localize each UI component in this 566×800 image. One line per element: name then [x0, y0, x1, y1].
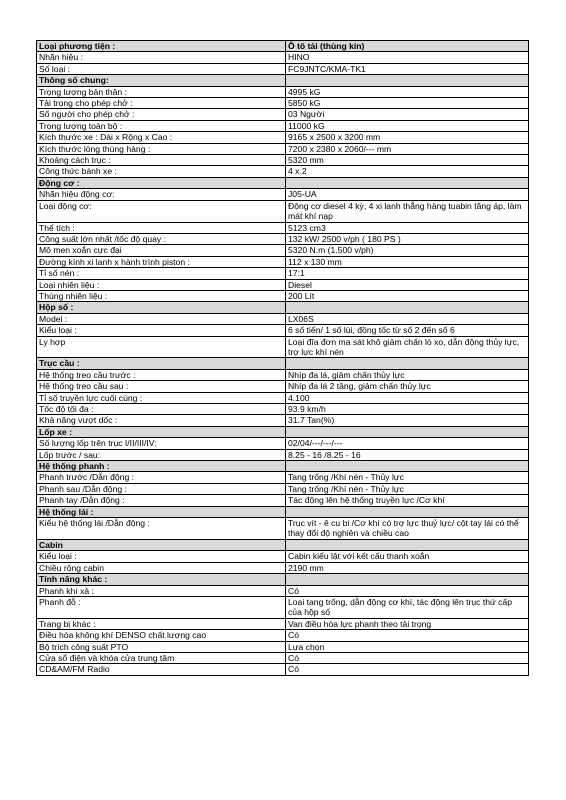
spec-value: J05-UA: [286, 189, 529, 200]
spec-label: Cửa sổ điện và khóa cửa trung tâm: [37, 652, 286, 663]
spec-value: 4.100: [286, 392, 529, 403]
spec-label: Khoảng cách trục :: [37, 155, 286, 166]
spec-value: 132 kW/ 2500 v/ph ( 180 PS ): [286, 233, 529, 244]
section-header-row: [37, 358, 529, 369]
spec-value: Có: [286, 585, 529, 596]
spec-label: Số lượng lốp trên trục I/II/III/IV:: [37, 438, 286, 449]
section-empty-cell: [286, 75, 529, 86]
table-row: [37, 438, 529, 449]
table-row: [37, 392, 529, 403]
spec-value: Loại tang trống, dẫn động cơ khí, tác động lên trục thứ cấp của hộp số: [286, 596, 529, 618]
section-title: Trục cầu :: [37, 358, 286, 369]
spec-value: FC9JNTC/KMA-TK1: [286, 63, 529, 74]
vehicle-spec-table: [36, 40, 529, 676]
section-empty-cell: [286, 302, 529, 313]
spec-label: Phanh khí xả :: [37, 585, 286, 596]
table-row: [37, 369, 529, 380]
spec-value: 02/04/---/---/---: [286, 438, 529, 449]
spec-value: 4995 kG: [286, 86, 529, 97]
table-row: [37, 551, 529, 562]
section-empty-cell: [286, 177, 529, 188]
spec-value: 5320 N.m (1.500 v/ph): [286, 245, 529, 256]
table-row: [37, 618, 529, 629]
table-row: [37, 404, 529, 415]
spec-label: Trọng lượng toàn bộ :: [37, 120, 286, 131]
spec-value: Cabin kiểu lật với kết cấu thanh xoắn: [286, 551, 529, 562]
spec-label: Model :: [37, 313, 286, 324]
table-row: [37, 200, 529, 222]
table-row: [37, 495, 529, 506]
table-row: [37, 268, 529, 279]
spec-value: 4 x 2: [286, 166, 529, 177]
table-row: [37, 652, 529, 663]
spec-label: Số người cho phép chở :: [37, 109, 286, 120]
table-row: [37, 585, 529, 596]
section-header-row: [37, 574, 529, 585]
spec-value: 2190 mm: [286, 562, 529, 573]
spec-value: 5850 kG: [286, 98, 529, 109]
spec-label: Trọng lượng bản thân :: [37, 86, 286, 97]
section-empty-cell: [286, 426, 529, 437]
section-title: Loại phương tiện :: [37, 41, 286, 52]
spec-label: Bộ trích công suất PTO: [37, 641, 286, 652]
spec-label: Tỉ số truyền lực cuối cùng :: [37, 392, 286, 403]
table-row: [37, 109, 529, 120]
spec-value: 8.25 - 16 /8.25 - 16: [286, 449, 529, 460]
spec-label: Phanh trước /Dẫn động :: [37, 472, 286, 483]
spec-label: Công suất lớn nhất /tốc độ quay :: [37, 233, 286, 244]
spec-value: HINO: [286, 52, 529, 63]
spec-label: Lốp trước / sau:: [37, 449, 286, 460]
table-row: [37, 518, 529, 540]
spec-value: 200 Lít: [286, 290, 529, 301]
table-row: [37, 290, 529, 301]
spec-label: Kiểu hệ thống lái /Dẫn động :: [37, 518, 286, 540]
spec-table-body: [37, 41, 529, 676]
section-header-row: [37, 75, 529, 86]
section-header-row: [37, 426, 529, 437]
section-empty-cell: [286, 539, 529, 550]
table-row: [37, 245, 529, 256]
spec-label: Phanh sau /Dẫn động :: [37, 483, 286, 494]
table-row: [37, 155, 529, 166]
section-header-row: [37, 461, 529, 472]
table-row: [37, 279, 529, 290]
section-header-row: [37, 177, 529, 188]
spec-value: Tang trống /Khí nén - Thủy lực: [286, 472, 529, 483]
spec-label: Hệ thống treo cầu sau :: [37, 381, 286, 392]
spec-value: 5320 mm: [286, 155, 529, 166]
section-title: Lốp xe :: [37, 426, 286, 437]
spec-label: Chiều rộng cabin: [37, 562, 286, 573]
table-row: [37, 63, 529, 74]
table-row: [37, 256, 529, 267]
section-empty-cell: [286, 358, 529, 369]
spec-value: 5123 cm3: [286, 222, 529, 233]
spec-value: Tang trống /Khí nén - Thủy lực: [286, 483, 529, 494]
table-row: [37, 313, 529, 324]
spec-label: Tỉ số nén :: [37, 268, 286, 279]
table-row: [37, 415, 529, 426]
table-row: [37, 222, 529, 233]
table-row: [37, 132, 529, 143]
spec-label: Đường kính xi lanh x hành trình piston :: [37, 256, 286, 267]
spec-label: Phanh tay /Dẫn động :: [37, 495, 286, 506]
spec-value: Tác động lên hệ thống truyền lực /Cơ khí: [286, 495, 529, 506]
spec-value: 93.9 km/h: [286, 404, 529, 415]
spec-label: Kiểu loại :: [37, 551, 286, 562]
table-row: [37, 233, 529, 244]
table-row: [37, 381, 529, 392]
table-row: [37, 86, 529, 97]
section-title: Tính năng khác :: [37, 574, 286, 585]
spec-label: Thùng nhiên liệu :: [37, 290, 286, 301]
section-empty-cell: [286, 506, 529, 517]
spec-label: Nhãn hiệu động cơ:: [37, 189, 286, 200]
table-row: [37, 483, 529, 494]
section-empty-cell: [286, 574, 529, 585]
spec-label: Loại động cơ:: [37, 200, 286, 222]
table-row: [37, 52, 529, 63]
spec-value: 9165 x 2500 x 3200 mm: [286, 132, 529, 143]
spec-label: Loại nhiên liệu :: [37, 279, 286, 290]
spec-value: Có: [286, 630, 529, 641]
spec-value: 6 số tiến/ 1 số lùi, đồng tốc từ số 2 đến số 6: [286, 325, 529, 336]
table-row: [37, 336, 529, 358]
spec-value: Nhíp đa lá 2 tầng, giảm chấn thủy lực: [286, 381, 529, 392]
table-row: [37, 664, 529, 675]
spec-label: Tốc độ tối đa :: [37, 404, 286, 415]
table-header-row: [37, 41, 529, 52]
spec-label: Nhãn hiệu :: [37, 52, 286, 63]
table-row: [37, 325, 529, 336]
section-title: Cabin: [37, 539, 286, 550]
spec-label: Phanh đỗ :: [37, 596, 286, 618]
spec-label: Kích thước xe : Dài x Rộng x Cao :: [37, 132, 286, 143]
spec-label: Trang bị khác :: [37, 618, 286, 629]
table-row: [37, 189, 529, 200]
spec-value: Có: [286, 664, 529, 675]
table-row: [37, 120, 529, 131]
spec-value: 7200 x 2380 x 2060/--- mm: [286, 143, 529, 154]
spec-value: Trục vít - ê cu bi /Cơ khí có trợ lực thuỷ lực/ cột tay lái có thể thay đổi độ nghiên và chiều cao: [286, 518, 529, 540]
section-header-row: [37, 539, 529, 550]
spec-value: Nhíp đa lá, giảm chấn thủy lực: [286, 369, 529, 380]
section-header-row: [37, 506, 529, 517]
spec-value: Diesel: [286, 279, 529, 290]
table-row: [37, 449, 529, 460]
spec-label: Ly hợp: [37, 336, 286, 358]
spec-label: Số loại :: [37, 63, 286, 74]
spec-label: CD&AM/FM Radio: [37, 664, 286, 675]
section-header-row: [37, 302, 529, 313]
table-row: [37, 641, 529, 652]
spec-label: Hệ thống treo cầu trước :: [37, 369, 286, 380]
spec-value: 11000 kG: [286, 120, 529, 131]
spec-label: Điều hòa không khí DENSO chất lượng cao: [37, 630, 286, 641]
spec-label: Khả năng vượt dốc :: [37, 415, 286, 426]
section-title: Hệ thống lái :: [37, 506, 286, 517]
spec-value: Lựa chọn: [286, 641, 529, 652]
table-row: [37, 143, 529, 154]
spec-label: Mô men xoắn cực đại: [37, 245, 286, 256]
spec-label: Công thức bánh xe :: [37, 166, 286, 177]
spec-label: Kiểu loại :: [37, 325, 286, 336]
spec-value: 31.7 Tan(%): [286, 415, 529, 426]
spec-label: Tải trọng cho phép chở :: [37, 98, 286, 109]
spec-value: Loại đĩa đơn ma sát khô giảm chấn lò xo, dẫn động thủy lực, trợ lực khí nén: [286, 336, 529, 358]
spec-value: Ô tô tải (thùng kín): [286, 41, 529, 52]
spec-value: Van điều hòa lực phanh theo tải trọng: [286, 618, 529, 629]
section-title: Động cơ :: [37, 177, 286, 188]
spec-value: 112 x 130 mm: [286, 256, 529, 267]
spec-label: Thể tích :: [37, 222, 286, 233]
section-empty-cell: [286, 461, 529, 472]
section-title: Hộp số :: [37, 302, 286, 313]
section-title: Thông số chung:: [37, 75, 286, 86]
spec-label: Kích thước lòng thùng hàng :: [37, 143, 286, 154]
table-row: [37, 596, 529, 618]
spec-value: 17:1: [286, 268, 529, 279]
table-row: [37, 630, 529, 641]
table-row: [37, 562, 529, 573]
table-row: [37, 166, 529, 177]
spec-value: Động cơ diesel 4 kỳ, 4 xi lanh thẳng hàng tuabin tăng áp, làm mát khí nạp: [286, 200, 529, 222]
spec-value: LX06S: [286, 313, 529, 324]
table-row: [37, 98, 529, 109]
spec-value: Có: [286, 652, 529, 663]
spec-value: 03 Người: [286, 109, 529, 120]
section-title: Hệ thống phanh :: [37, 461, 286, 472]
table-row: [37, 472, 529, 483]
